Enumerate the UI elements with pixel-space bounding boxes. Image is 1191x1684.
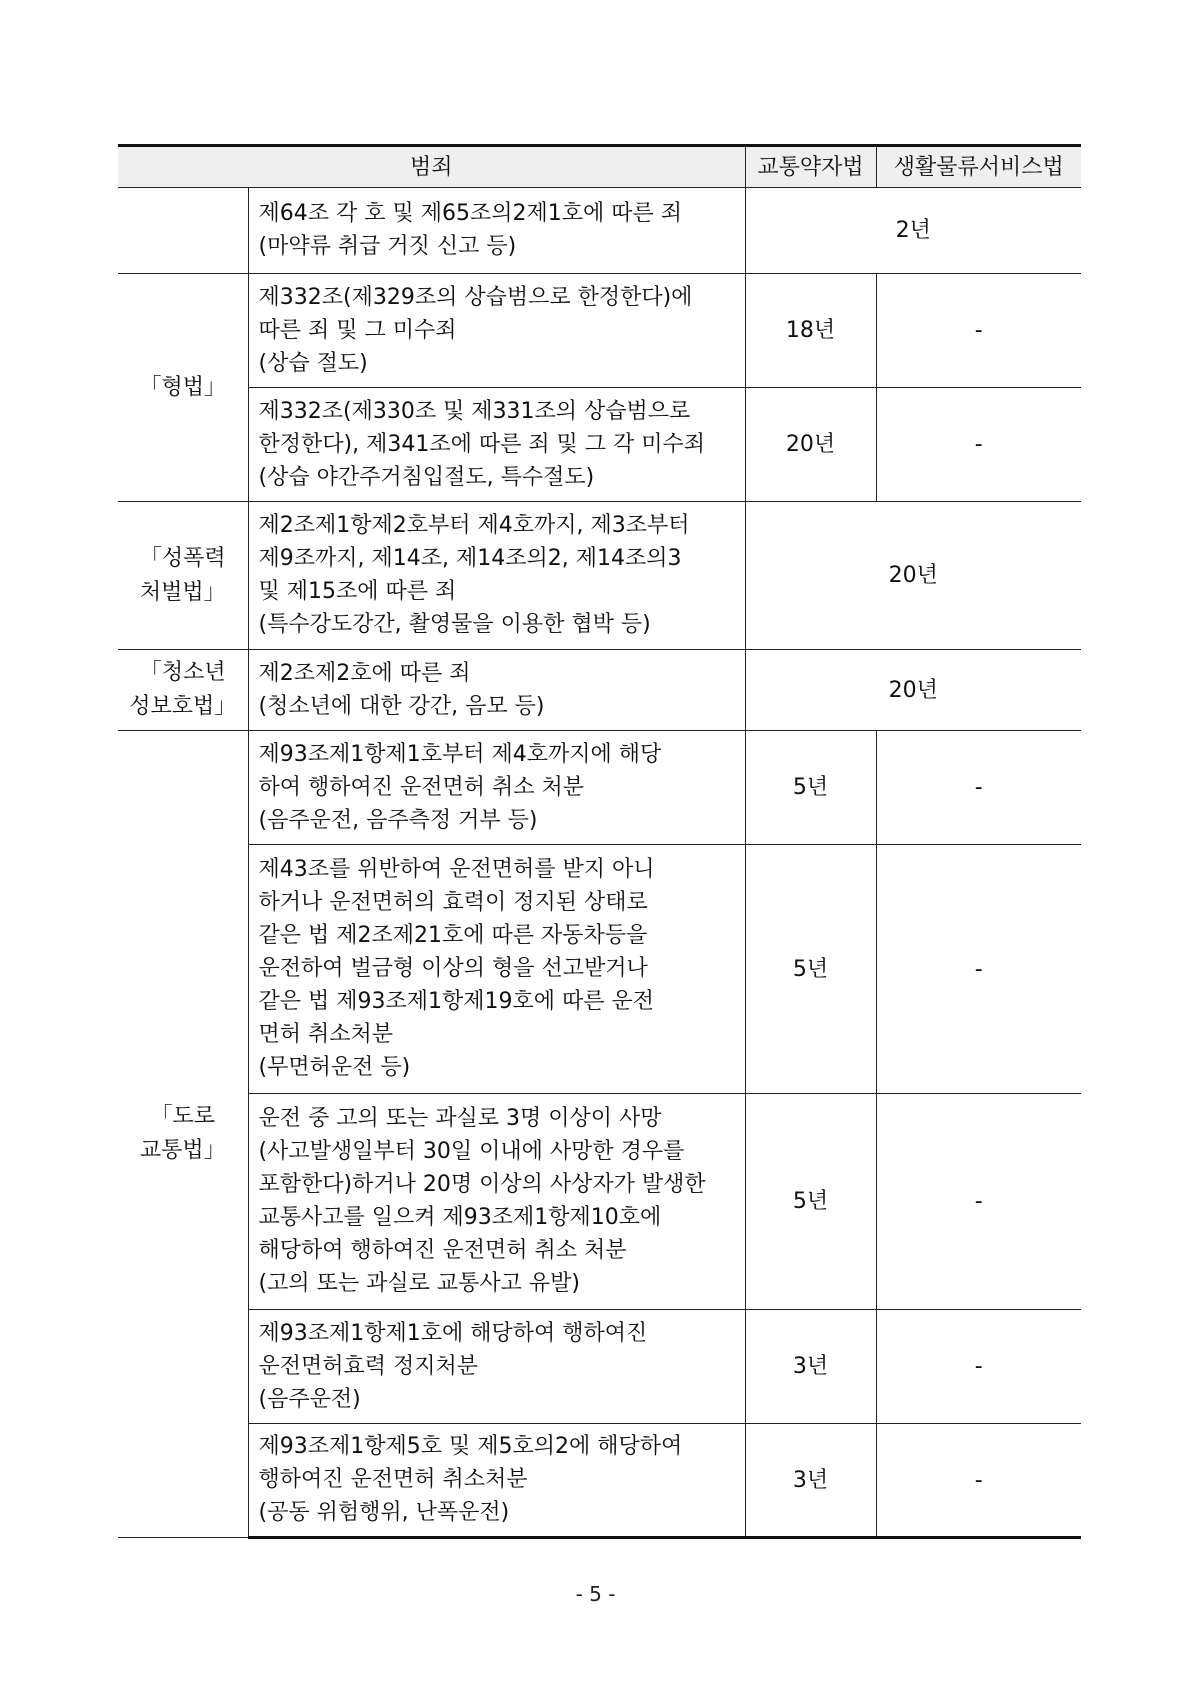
period-logistics-act: -: [876, 845, 1081, 1094]
table-row: [118, 388, 1081, 502]
crime-description: 제43조를 위반하여 운전면허를 받지 아니 하거나 운전면허의 효력이 정지된 상태로 같은 법 제2조제21호에 따른 자동차등을 운전하여 벌금형 이상의 형을 선고받거나 같은 법 제93조제1항제19호에 따른 운전 면허 취소처분 (무면허운전 등): [248, 845, 745, 1094]
period-logistics-act: -: [876, 731, 1081, 845]
law-name-criminal-act: 「형법」: [118, 274, 248, 502]
law-name-empty: [118, 188, 248, 274]
crime-description: 제93조제1항제1호부터 제4호까지에 해당 하여 행하여진 운전면허 취소 처분 (음주운전, 음주측정 거부 등): [248, 731, 745, 845]
table-row: [118, 188, 1081, 274]
law-name-sexual-violence-act: 「성폭력 처벌법」: [118, 502, 248, 650]
law-name-youth-protection-act: 「청소년 성보호법」: [118, 650, 248, 731]
period-traffic-weak-act: 5년: [745, 845, 876, 1094]
period-logistics-act: -: [876, 1310, 1081, 1424]
crime-description: 제93조제1항제5호 및 제5호의2에 해당하여 행하여진 운전면허 취소처분 (공동 위험행위, 난폭운전): [248, 1424, 745, 1538]
period-merged: 20년: [745, 650, 1081, 731]
table-row: [118, 1094, 1081, 1310]
crime-description: 제332조(제330조 및 제331조의 상습범으로 한정한다), 제341조에 따른 죄 및 그 각 미수죄 (상습 야간주거침입절도, 특수절도): [248, 388, 745, 502]
period-traffic-weak-act: 5년: [745, 1094, 876, 1310]
period-traffic-weak-act: 3년: [745, 1424, 876, 1538]
period-merged: 20년: [745, 502, 1081, 650]
crime-description: 제2조제2호에 따른 죄 (청소년에 대한 강간, 음모 등): [248, 650, 745, 731]
crime-description: 제64조 각 호 및 제65조의2제1호에 따른 죄 (마약류 취급 거짓 신고 등): [248, 188, 745, 274]
table-row: [118, 731, 1081, 845]
crime-description: 제2조제1항제2호부터 제4호까지, 제3조부터 제9조까지, 제14조, 제14조의2, 제14조의3 및 제15조에 따른 죄 (특수강도강간, 촬영물을 이용한 협박 등): [248, 502, 745, 650]
table-row: [118, 502, 1081, 650]
table-row: [118, 1310, 1081, 1424]
table-row: [118, 1424, 1081, 1538]
table-row: [118, 650, 1081, 731]
period-traffic-weak-act: 18년: [745, 274, 876, 388]
period-logistics-act: -: [876, 388, 1081, 502]
period-traffic-weak-act: 3년: [745, 1310, 876, 1424]
law-name-road-traffic-act: 「도로 교통법」: [118, 731, 248, 1538]
header-row: [118, 146, 1081, 188]
period-logistics-act: -: [876, 274, 1081, 388]
header-traffic-weak-act: 교통약자법: [745, 146, 876, 188]
period-logistics-act: -: [876, 1424, 1081, 1538]
period-merged: 2년: [745, 188, 1081, 274]
crime-description: 운전 중 고의 또는 과실로 3명 이상이 사망 (사고발생일부터 30일 이내에 사망한 경우를 포함한다)하거나 20명 이상의 사상자가 발생한 교통사고를 일으켜 제93조제1항제10호에 해당하여 행하여진 운전면허 취소 처분 (고의 또는 과실로 교통사고 유발): [248, 1094, 745, 1310]
period-logistics-act: -: [876, 1094, 1081, 1310]
table-row: [118, 845, 1081, 1094]
crime-table: [118, 144, 1081, 1539]
table-row: [118, 274, 1081, 388]
period-traffic-weak-act: 5년: [745, 731, 876, 845]
crime-description: 제93조제1항제1호에 해당하여 행하여진 운전면허효력 정지처분 (음주운전): [248, 1310, 745, 1424]
crime-description: 제332조(제329조의 상습범으로 한정한다)에 따른 죄 및 그 미수죄 (상습 절도): [248, 274, 745, 388]
period-traffic-weak-act: 20년: [745, 388, 876, 502]
page-number: - 5 -: [575, 1582, 616, 1606]
header-crime: 범죄: [118, 146, 745, 188]
header-logistics-act: 생활물류서비스법: [876, 146, 1081, 188]
